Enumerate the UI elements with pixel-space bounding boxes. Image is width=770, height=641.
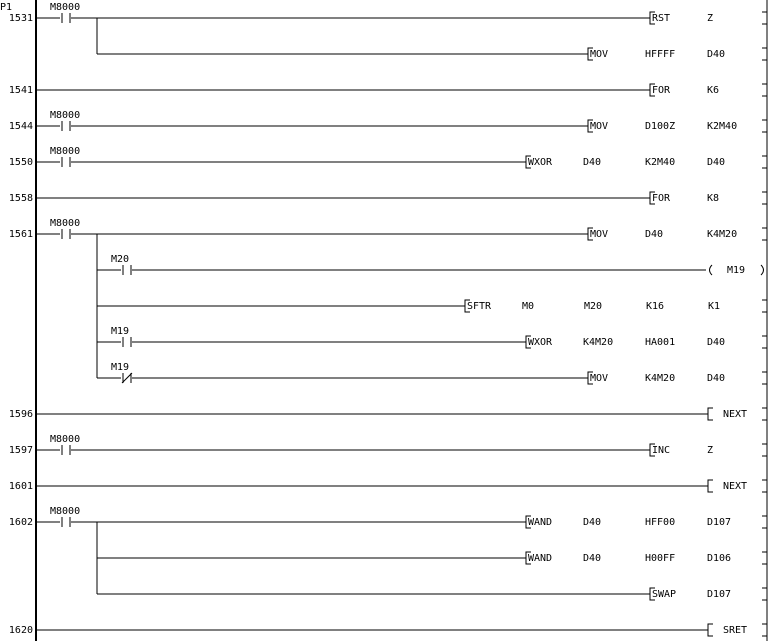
instruction-operand: D40 [645, 229, 664, 240]
instruction-operand: K6 [707, 85, 720, 96]
instruction-bracket-right [762, 120, 767, 132]
step-number: 1558 [8, 193, 33, 204]
instruction-operand: D40 [707, 373, 726, 384]
instruction-bracket-left [708, 624, 713, 636]
instruction-bracket-right [762, 156, 767, 168]
instruction-name: WAND [528, 517, 553, 528]
instruction-bracket-right [762, 84, 767, 96]
instruction-operand: D40 [707, 157, 726, 168]
step-number: 1531 [8, 13, 33, 24]
contact-label: M8000 [50, 146, 81, 157]
instruction-operand: Z [707, 445, 714, 456]
instruction-bracket-left [708, 408, 713, 420]
instruction-operand: D106 [707, 553, 732, 564]
coil-label: M19 [727, 265, 746, 276]
instruction-name: INC [652, 445, 671, 456]
step-number: 1561 [8, 229, 33, 240]
instruction-name: MOV [590, 373, 609, 384]
instruction-operand: K2M40 [707, 121, 738, 132]
instruction-operand: K8 [707, 193, 720, 204]
instruction-bracket-right [762, 588, 767, 600]
instruction-operand: D40 [583, 553, 602, 564]
instruction-bracket-right [762, 444, 767, 456]
instruction-name: MOV [590, 229, 609, 240]
instruction-bracket-right [762, 228, 767, 240]
instruction-operand: Z [707, 13, 714, 24]
instruction-operand: HFF00 [645, 517, 676, 528]
instruction-operand: K2M40 [645, 157, 676, 168]
instruction-bracket-right [762, 372, 767, 384]
step-number: 1597 [8, 445, 33, 456]
instruction-name: NEXT [723, 481, 748, 492]
instruction-operand: H00FF [645, 553, 676, 564]
instruction-operand: K1 [708, 301, 721, 312]
contact-label: M8000 [50, 506, 81, 517]
instruction-bracket-right [762, 48, 767, 60]
step-number: 1596 [8, 409, 33, 420]
step-number: 1602 [8, 517, 33, 528]
instruction-operand: D40 [583, 517, 602, 528]
contact-label: M8000 [50, 2, 81, 13]
instruction-name: WXOR [528, 337, 553, 348]
instruction-bracket-right [762, 336, 767, 348]
instruction-name: MOV [590, 121, 609, 132]
instruction-operand: K4M20 [645, 373, 676, 384]
instruction-name: RST [652, 13, 671, 24]
instruction-operand: D107 [707, 517, 732, 528]
instruction-operand: HA001 [645, 337, 676, 348]
instruction-name: MOV [590, 49, 609, 60]
instruction-operand: M0 [522, 301, 535, 312]
instruction-name: WXOR [528, 157, 553, 168]
contact-label: M8000 [50, 434, 81, 445]
contact-label: M8000 [50, 218, 81, 229]
rungs-group [9, 2, 767, 636]
instruction-operand: D100Z [645, 121, 676, 132]
instruction-name: SRET [723, 625, 748, 636]
contact-label: M19 [111, 362, 130, 373]
instruction-bracket-right [762, 192, 767, 204]
instruction-name: FOR [652, 85, 671, 96]
step-number: 1541 [8, 85, 33, 96]
contact-label: M8000 [50, 110, 81, 121]
instruction-bracket-left [708, 480, 713, 492]
instruction-bracket-right [762, 516, 767, 528]
step-number: 1620 [8, 625, 33, 636]
program-label: P1 [0, 2, 13, 13]
coil-right-arc [761, 265, 764, 275]
instruction-bracket-right [762, 300, 767, 312]
instruction-name: SWAP [652, 589, 677, 600]
instruction-operand: M20 [584, 301, 603, 312]
step-number: 1601 [8, 481, 33, 492]
instruction-name: SFTR [467, 301, 492, 312]
contact-label: M20 [111, 254, 130, 265]
contact-label: M19 [111, 326, 130, 337]
instruction-name: NEXT [723, 409, 748, 420]
instruction-name: FOR [652, 193, 671, 204]
instruction-operand: D40 [583, 157, 602, 168]
instruction-name: WAND [528, 553, 553, 564]
coil-left-arc [710, 265, 713, 275]
instruction-operand: K4M20 [583, 337, 614, 348]
instruction-operand: HFFFF [645, 49, 676, 60]
instruction-bracket-right [762, 480, 767, 492]
instruction-operand: D40 [707, 337, 726, 348]
instruction-operand: D40 [707, 49, 726, 60]
step-number: 1550 [8, 157, 33, 168]
instruction-operand: D107 [707, 589, 732, 600]
instruction-bracket-right [762, 624, 767, 636]
instruction-bracket-right [762, 552, 767, 564]
step-number: 1544 [8, 121, 33, 132]
instruction-operand: K16 [646, 301, 665, 312]
instruction-bracket-right [762, 12, 767, 24]
instruction-bracket-right [762, 408, 767, 420]
instruction-operand: K4M20 [707, 229, 738, 240]
